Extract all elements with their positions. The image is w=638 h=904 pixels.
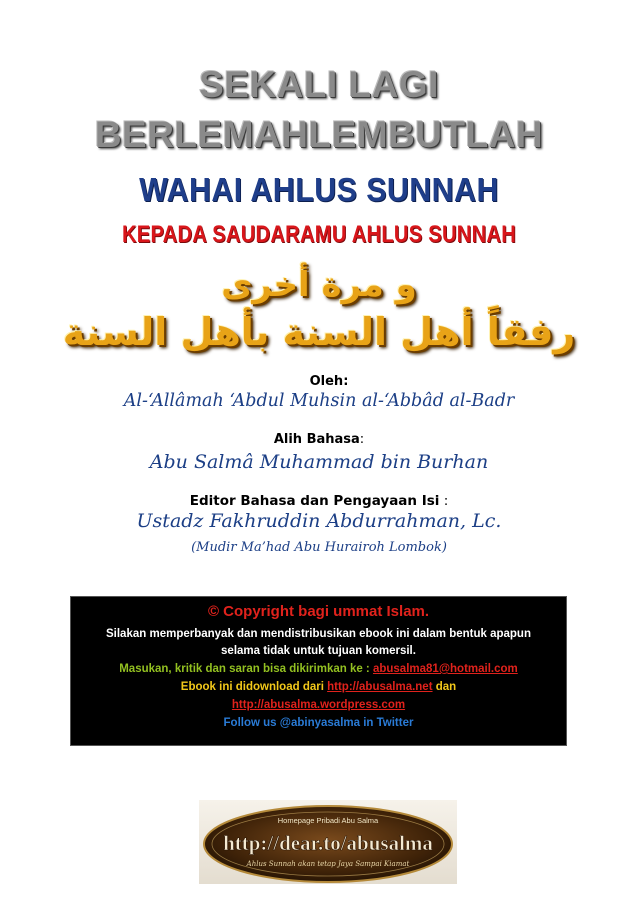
banner-graphic bbox=[199, 800, 457, 884]
title-line-3: WAHAI AHLUS SUNNAH bbox=[139, 171, 499, 208]
editor-position: (Mudir Ma’had Abu Hurairoh Lombok) bbox=[191, 540, 447, 555]
editor-label: Editor Bahasa dan Pengayaan Isi bbox=[189, 493, 440, 509]
translator-name: Abu Salmâ Muhammad bin Burhan bbox=[149, 451, 489, 473]
arabic-title-line-2: رفقاً أهل السنة بأهل السنة bbox=[62, 310, 576, 354]
arabic-title-line-1: و مرة أخرى bbox=[221, 265, 417, 305]
homepage-banner[interactable] bbox=[199, 800, 457, 884]
copyright-line-5 bbox=[71, 699, 566, 711]
editor-name: Ustadz Fakhruddin Abdurrahman, Lc. bbox=[136, 510, 502, 532]
copyright-line-4 bbox=[71, 681, 566, 693]
copyright-title: © Copyright bagi ummat Islam. bbox=[207, 603, 430, 620]
copyright-line-1: Silakan memperbanyak dan mendistribusikan ebook ini dalam bentuk apapun bbox=[106, 628, 531, 640]
email-link[interactable]: abusalma81@hotmail.com bbox=[372, 663, 518, 675]
translator-colon: : bbox=[359, 432, 365, 447]
banner-tagline: Ahlus Sunnah akan tetap Jaya Sampai Kiamat bbox=[246, 860, 410, 868]
author-name: Al-‘Allâmah ‘Abdul Muhsin al-‘Abbâd al-Badr bbox=[123, 391, 515, 411]
banner-top-text: Homepage Pribadi Abu Salma bbox=[277, 816, 379, 825]
twitter-line: Follow us @abinyasalma in Twitter bbox=[223, 717, 414, 729]
wordpress-link[interactable]: http://abusalma.wordpress.com bbox=[231, 699, 406, 711]
copyright-line-3 bbox=[71, 663, 566, 675]
title-line-1: SEKALI LAGI bbox=[199, 64, 439, 105]
banner-url: http://dear.to/abusalma bbox=[223, 831, 433, 855]
editor-colon: : bbox=[439, 493, 449, 509]
translator-label: Alih Bahasa bbox=[273, 432, 360, 447]
title-line-4: KEPADA SAUDARAMU AHLUS SUNNAH bbox=[121, 221, 517, 248]
copyright-line-2: selama tidak untuk tujuan komersil. bbox=[221, 645, 416, 657]
editor-label-row bbox=[0, 493, 638, 509]
title-line-2: BERLEMAHLEMBUTLAH bbox=[94, 114, 544, 155]
download-and-text: dan bbox=[432, 681, 457, 693]
abusalma-net-link[interactable]: http://abusalma.net bbox=[327, 681, 433, 693]
feedback-text: Masukan, kritik dan saran bisa dikirimkan ke : bbox=[119, 663, 373, 675]
copyright-box bbox=[70, 596, 567, 746]
translator-label-row bbox=[0, 432, 638, 447]
author-label: Oleh: bbox=[309, 374, 349, 389]
download-text: Ebook ini didownload dari bbox=[180, 681, 328, 693]
